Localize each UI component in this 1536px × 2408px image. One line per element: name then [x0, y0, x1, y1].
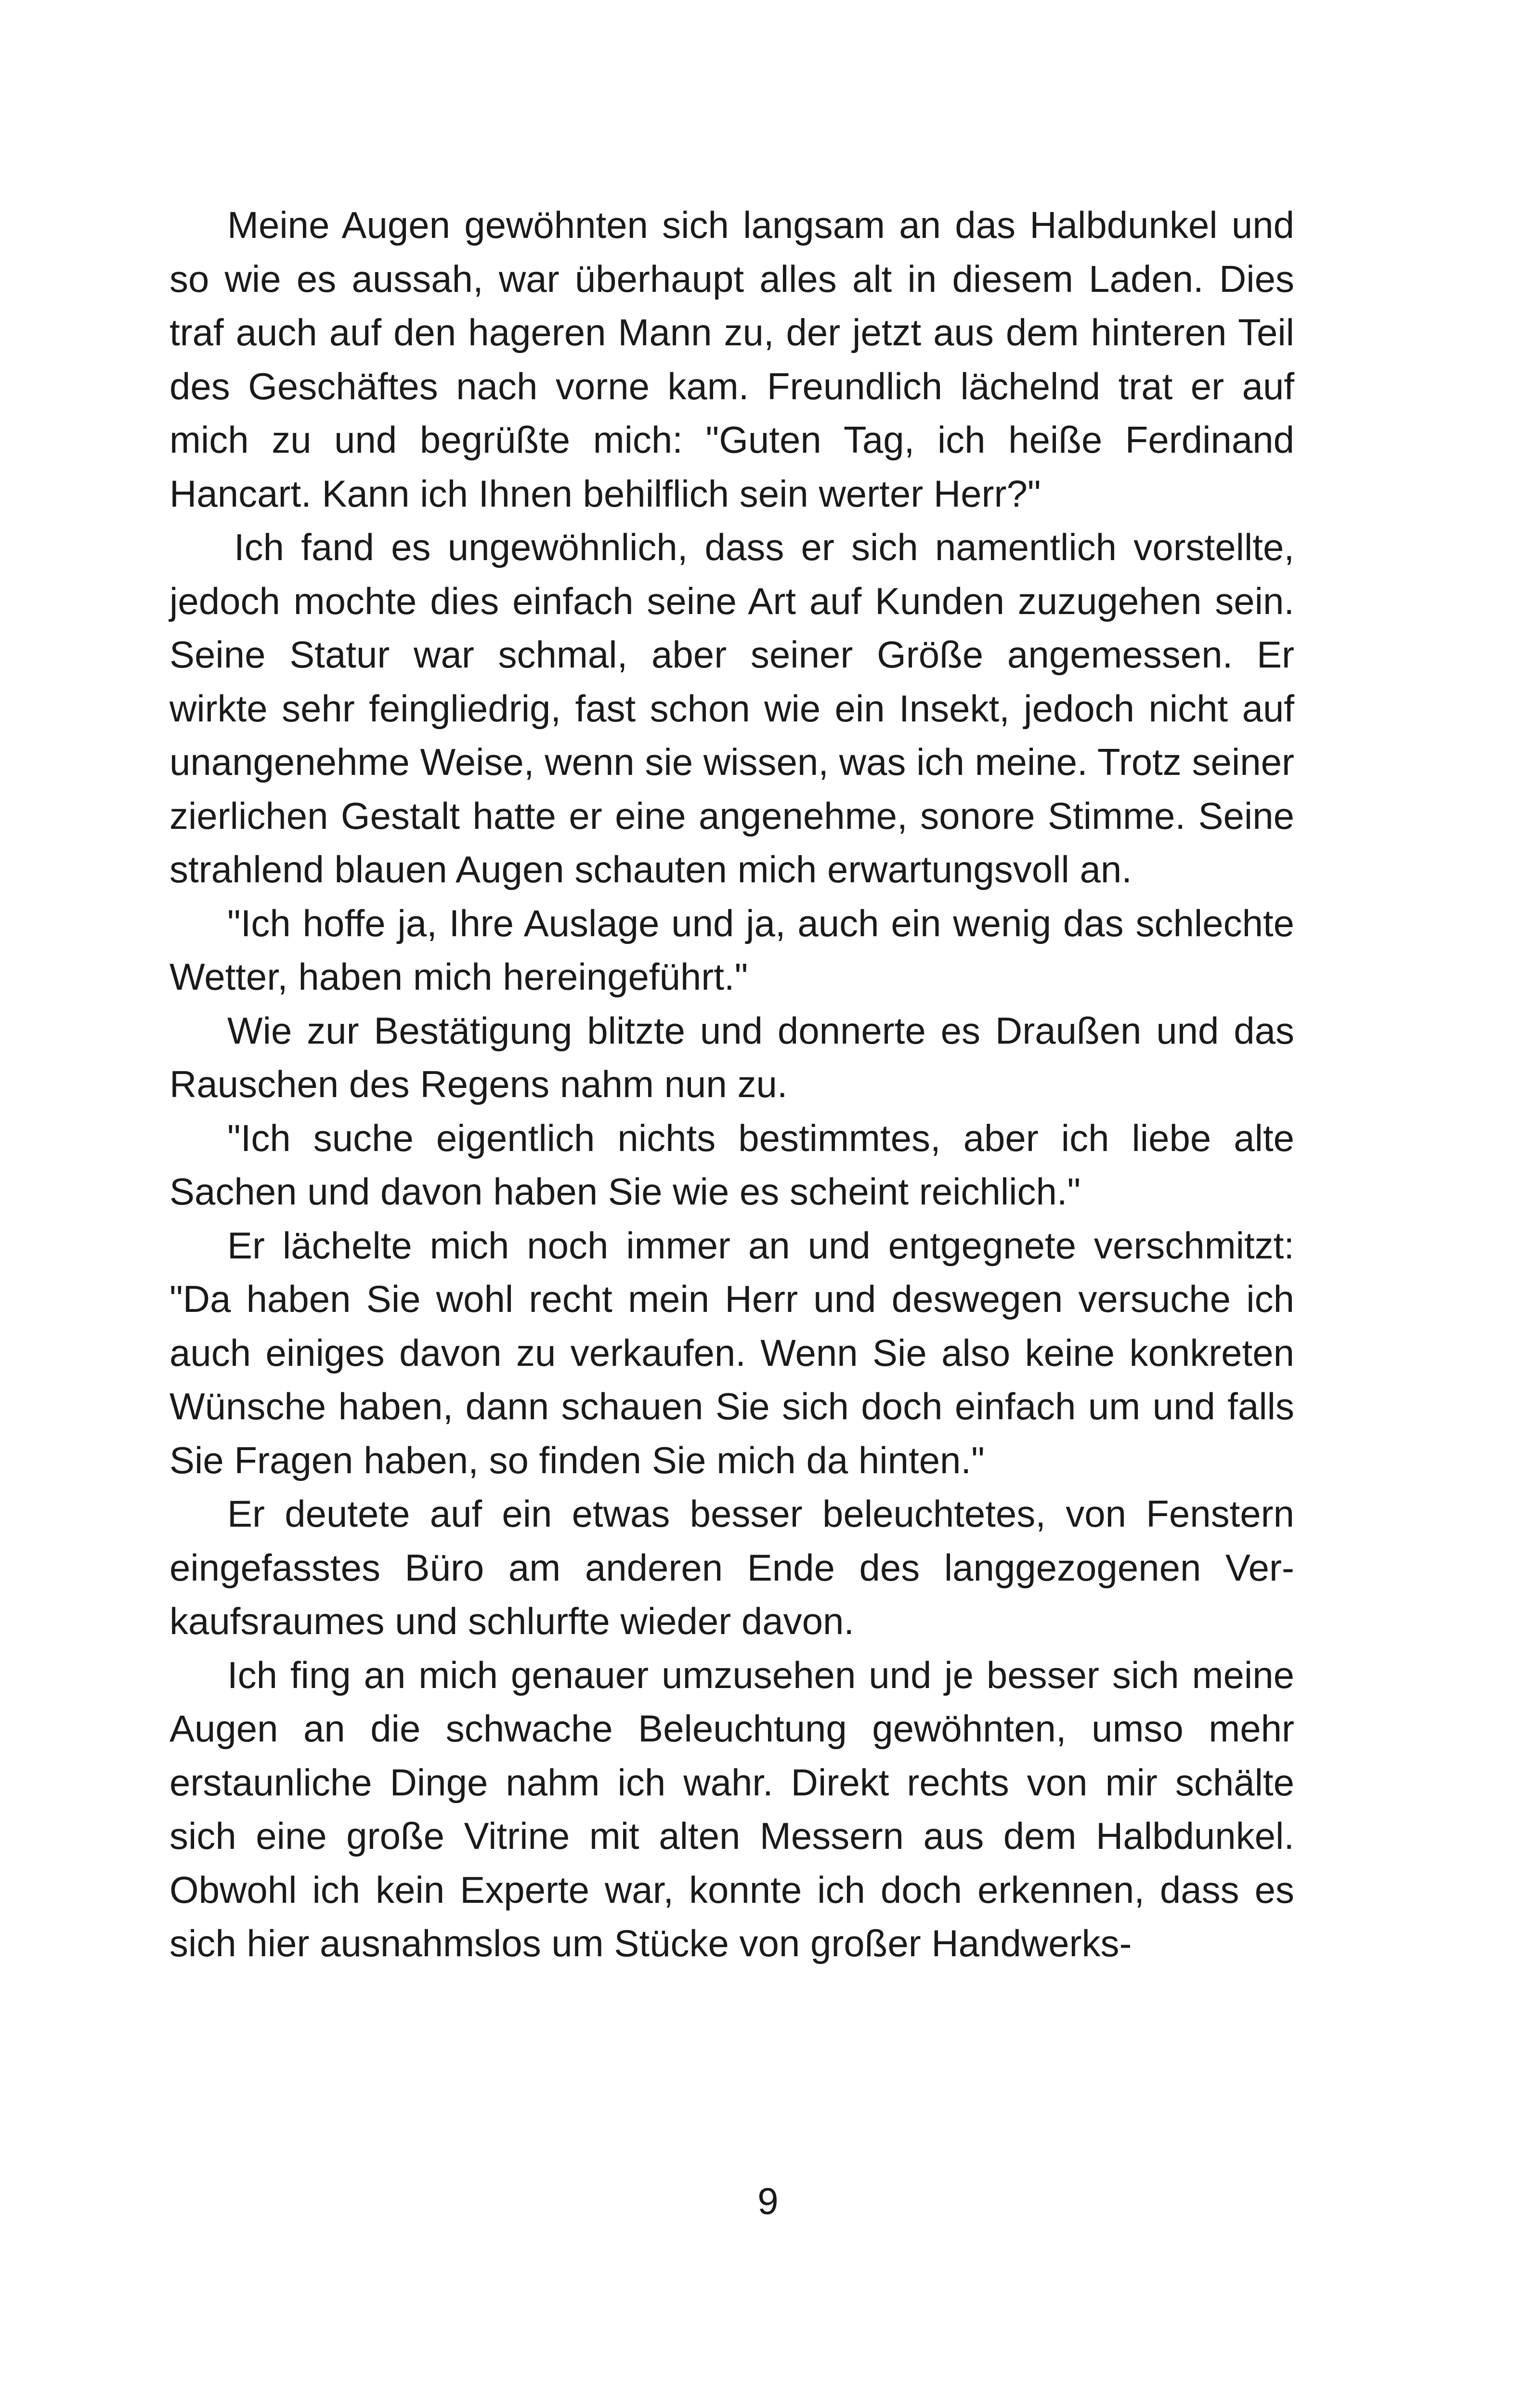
body-text: [169, 198, 1294, 1971]
page-number: 9: [757, 2180, 779, 2222]
paragraph-6: Er lächelte mich noch immer an und entgegnete verschmitzt: "Da haben Sie wohl recht mein Herr und deswegen versuche ich auch einiges davon zu verkaufen. Wenn Sie also keine konkreten Wünsche haben, dann schauen Sie sich doch einfach um und falls Sie Fragen haben, so finden Sie mich da hinten.": [169, 1224, 1294, 1481]
paragraph-5: "Ich suche eigentlich nichts bestimmtes, aber ich liebe alte Sachen und davon haben Sie wie es scheint reichlich.": [169, 1116, 1294, 1213]
paragraph-4: Wie zur Bestätigung blitzte und donnerte es Draußen und das Rauschen des Regens nahm nun zu.: [169, 1009, 1294, 1105]
paragraph-2: Ich fand es ungewöhnlich, dass er sich namentlich vorstellte, jedoch mochte dies einfach seine Art auf Kunden zuzugehen sein. Seine Statur war schmal, aber seiner Größe angemessen. Er wirkte sehr feingliedrig, fast schon wie ein Insekt, jedoch nicht auf unangenehme Weise, wenn sie wissen, was ich meine. Trotz seiner zierlichen Gestalt hatte er eine angenehme, sonore Stimme. Seine strahlend blauen Augen schauten mich erwartungsvoll an.: [169, 526, 1294, 890]
paragraph-8: Ich fing an mich genauer umzusehen und je besser sich meine Augen an die schwache Beleuchtung gewöhnten, umso mehr erstaunliche Dinge nahm ich wahr. Direkt rechts von mir schälte sich eine große Vitrine mit alten Messern aus dem Halbdunkel. Obwohl ich kein Experte war, konnte ich doch erkennen, dass es sich hier ausnahmslos um Stücke von großer Handwerks-: [169, 1653, 1294, 1964]
paragraph-1: Meine Augen gewöhnten sich langsam an das Halbdunkel und so wie es aussah, war überhaupt alles alt in diesem Laden. Dies traf auch auf den hageren Mann zu, der jetzt aus dem hinteren Teil des Geschäftes nach vorne kam. Freundlich lächelnd trat er auf mich zu und begrüßte mich: "Guten Tag, ich heiße Ferdinand Hancart. Kann ich Ihnen behilflich sein werter Herr?": [169, 204, 1294, 515]
paragraph-7: Er deutete auf ein etwas besser beleuchtetes, von Fenstern eingefasstes Büro am anderen Ende des langgezogenen Verkaufsraumes und schlurfte wieder davon.: [169, 1492, 1294, 1642]
paragraph-3: "Ich hoffe ja, Ihre Auslage und ja, auch ein wenig das schlechte Wetter, haben mich hereingeführt.": [169, 902, 1294, 998]
